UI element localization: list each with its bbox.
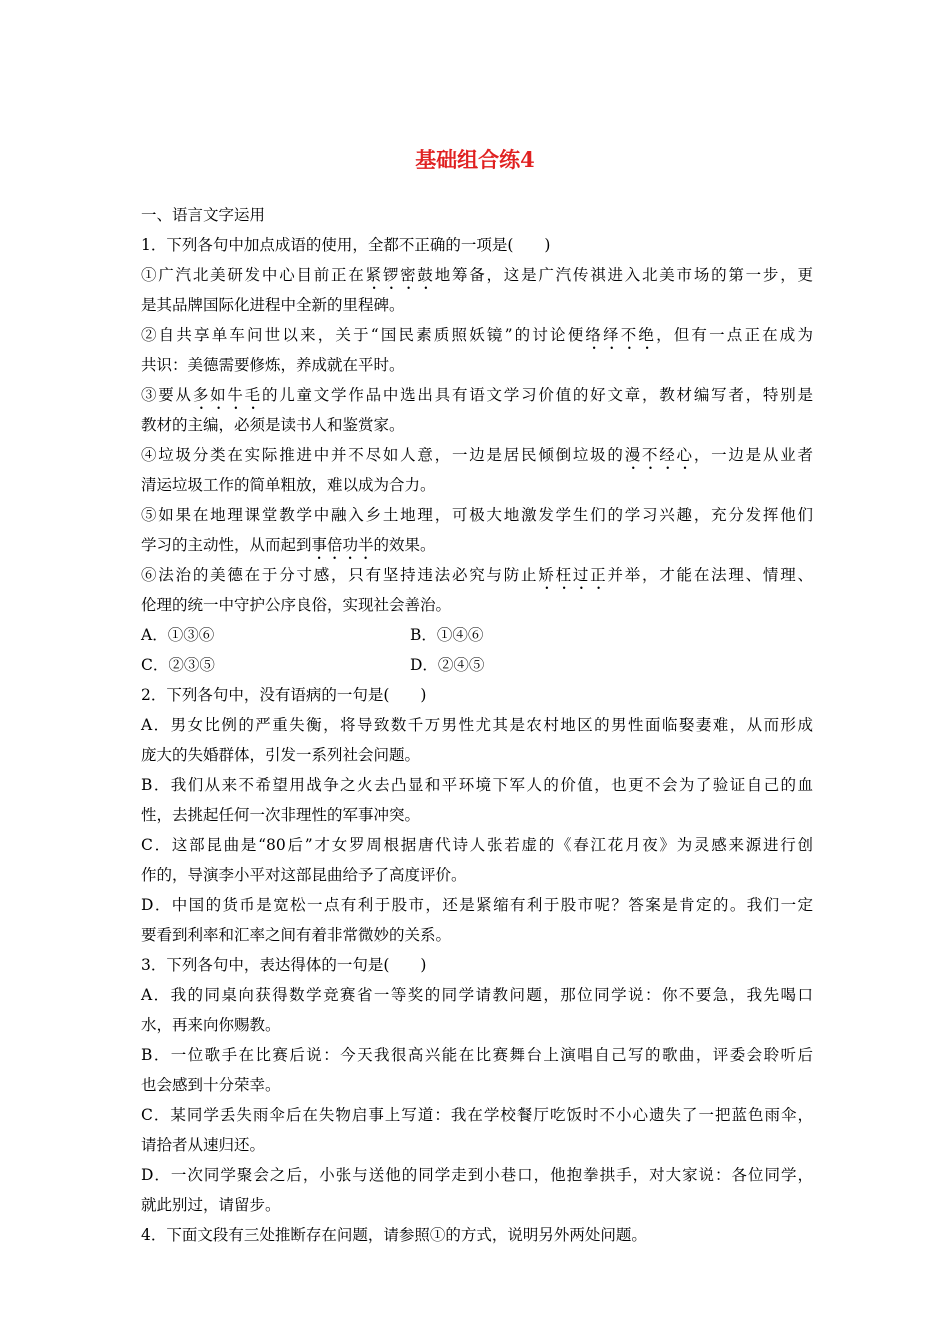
q2-option-a: A．男女比例的严重失衡，将导致数千万男性尤其是农村地区的男性面临娶妻难，从而形成 [141, 716, 813, 734]
q1-option-b: B．①④⑥ [410, 626, 484, 644]
question-3-stem: 3．下列各句中，表达得体的一句是( ) [141, 956, 427, 974]
q3-option-a: A．我的同桌向获得数学竞赛省一等奖的同学请教问题，那位同学说：你不要急，我先喝口 [141, 986, 813, 1004]
q1-option-c: C．②③⑤ [141, 656, 215, 674]
q1-idiom-2: 络绎不绝 [585, 326, 657, 344]
q2-option-a-cont: 庞大的失婚群体，引发一系列社会问题。 [141, 746, 421, 764]
question-4-stem: 4．下面文段有三处推断存在问题，请参照①的方式，说明另外两处问题。 [141, 1226, 647, 1244]
q2-option-b: B．我们从来不希望用战争之火去凸显和平环境下军人的价值，也更不会为了验证自己的血 [141, 776, 813, 794]
q1-sentence-1: ①广汽北美研发中心目前正在紧锣密鼓地筹备，这是广汽传祺进入北美市场的第一步，更 [141, 266, 813, 284]
q1-options-row-2 [141, 650, 813, 680]
q2-option-b-cont: 性，去挑起任何一次非理性的军事冲突。 [141, 806, 421, 824]
q2-option-d: D．中国的货币是宽松一点有利于股市，还是紧缩有利于股市呢？答案是肯定的。我们一定 [141, 896, 813, 914]
q1-idiom-6: 矫枉过正 [538, 566, 608, 584]
section-heading: 一、语言文字运用 [141, 206, 266, 224]
q1-sentence-6: ⑥法治的美德在于分寸感，只有坚持违法必究与防止矫枉过正并举，才能在法理、情理、 [141, 566, 813, 584]
q1-sentence-4: ④垃圾分类在实际推进中并不尽如人意，一边是居民倾倒垃圾的漫不经心，一边是从业者 [141, 446, 813, 464]
q3-option-c-cont: 请拾者从速归还。 [141, 1136, 266, 1154]
q1-sentence-4-cont: 清运垃圾工作的简单粗放，难以成为合力。 [141, 476, 436, 494]
q2-option-c-cont: 作的，导演李小平对这部昆曲给予了高度评价。 [141, 866, 467, 884]
q1-options-row-1 [141, 620, 813, 650]
q1-sentence-3-cont: 教材的主编，必须是读书人和鉴赏家。 [141, 416, 405, 434]
q1-option-d: D．②④⑤ [410, 656, 485, 674]
q1-idiom-4: 漫不经心 [624, 446, 694, 464]
question-2-stem: 2．下列各句中，没有语病的一句是( ) [141, 686, 427, 704]
q3-option-d: D．一次同学聚会之后，小张与送他的同学走到小巷口，他抱拳拱手，对大家说：各位同学， [141, 1166, 813, 1184]
q1-idiom-3: 多如牛毛 [192, 386, 262, 404]
q2-option-c: C．这部昆曲是“80后”才女罗周根据唐代诗人张若虚的《春江花月夜》为灵感来源进行创 [141, 836, 813, 854]
q3-option-c: C．某同学丢失雨伞后在失物启事上写道：我在学校餐厅吃饭时不小心遗失了一把蓝色雨伞， [141, 1106, 813, 1124]
q3-option-a-cont: 水，再来向你赐教。 [141, 1016, 281, 1034]
q3-option-b-cont: 也会感到十分荣幸。 [141, 1076, 281, 1094]
q1-sentence-3: ③要从多如牛毛的儿童文学作品中选出具有语文学习价值的好文章，教材编写者，特别是 [141, 386, 813, 404]
q1-idiom-5: 事倍功半 [311, 536, 374, 554]
q1-sentence-6-cont: 伦理的统一中守护公序良俗，实现社会善治。 [141, 596, 452, 614]
q1-sentence-5: ⑤如果在地理课堂教学中融入乡土地理，可极大地激发学生们的学习兴趣，充分发挥他们 [141, 506, 813, 524]
q3-option-b: B．一位歌手在比赛后说：今天我很高兴能在比赛舞台上演唱自己写的歌曲，评委会聆听后 [141, 1046, 813, 1064]
q1-sentence-5-cont: 学习的主动性，从而起到事倍功半的效果。 [141, 536, 436, 554]
q1-idiom-1: 紧锣密鼓 [365, 266, 435, 284]
q2-option-d-cont: 要看到利率和汇率之间有着非常微妙的关系。 [141, 926, 452, 944]
q1-sentence-1-cont: 是其品牌国际化进程中全新的里程碑。 [141, 296, 405, 314]
document-body [141, 200, 813, 1250]
q1-sentence-2: ②自共享单车问世以来，关于“国民素质照妖镜”的讨论便络绎不绝，但有一点正在成为 [141, 326, 813, 344]
q3-option-d-cont: 就此别过，请留步。 [141, 1196, 281, 1214]
q1-option-a: A．①③⑥ [141, 626, 215, 644]
q1-sentence-2-cont: 共识：美德需要修炼，养成就在平时。 [141, 356, 405, 374]
question-1-stem: 1．下列各句中加点成语的使用，全都不正确的一项是( ) [141, 236, 551, 254]
page-title: 基础组合练4 [415, 147, 535, 172]
